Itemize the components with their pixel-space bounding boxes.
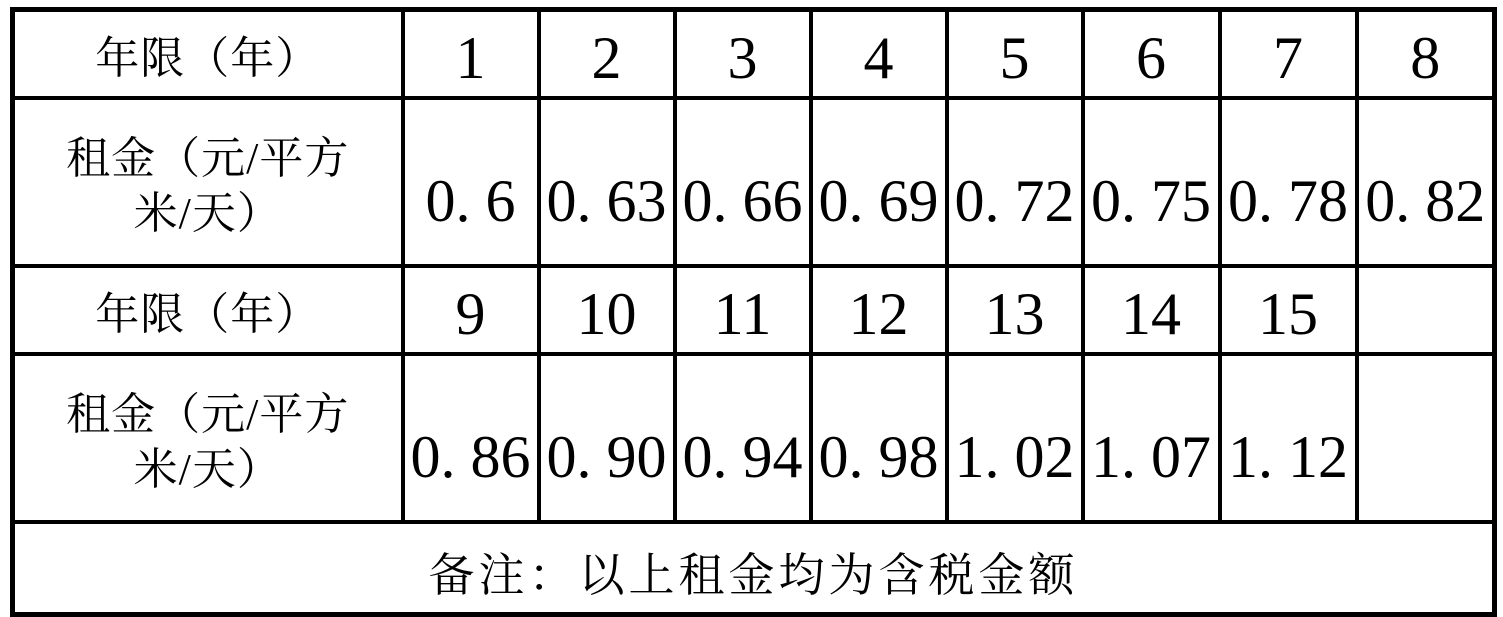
- year-cell: 7: [1220, 10, 1357, 99]
- year-row-1: [13, 10, 1495, 99]
- row-header-rent-line: 米/天）: [133, 445, 282, 494]
- rent-cell: 0. 90: [539, 354, 675, 522]
- rent-cell: 0. 82: [1357, 98, 1495, 266]
- rent-row-2: [13, 354, 1495, 522]
- rent-cell: 1. 02: [947, 354, 1083, 522]
- year-cell: 11: [675, 266, 811, 354]
- year-cell: 8: [1357, 10, 1495, 99]
- empty-cell: [1357, 266, 1495, 354]
- row-header-rent-line: 租金（元/平方: [66, 390, 350, 439]
- year-cell: 10: [539, 266, 675, 354]
- row-header-years-2: 年限（年）: [13, 266, 403, 354]
- row-header-years-1: 年限（年）: [13, 10, 403, 99]
- year-cell: 6: [1083, 10, 1220, 99]
- row-header-rent-line: 租金（元/平方: [66, 134, 350, 183]
- year-cell: 9: [403, 266, 539, 354]
- rent-cell: 0. 78: [1220, 98, 1357, 266]
- year-cell: 3: [675, 10, 811, 99]
- rent-cell: 0. 72: [947, 98, 1083, 266]
- note-text: 备注：以上租金均为含税金额: [428, 550, 1079, 601]
- row-header-rent-2: [13, 354, 403, 522]
- year-cell: 13: [947, 266, 1083, 354]
- rent-cell: 1. 07: [1083, 354, 1220, 522]
- rent-cell: 0. 86: [403, 354, 539, 522]
- rent-cell: 0. 75: [1083, 98, 1220, 266]
- year-cell: 2: [539, 10, 675, 99]
- rent-cell: 0. 98: [811, 354, 947, 522]
- row-header-rent-line: 米/天）: [133, 189, 282, 238]
- year-cell: 1: [403, 10, 539, 99]
- rent-cell: 0. 6: [403, 98, 539, 266]
- rent-cell: 0. 69: [811, 98, 947, 266]
- year-cell: 4: [811, 10, 947, 99]
- empty-cell: [1357, 354, 1495, 522]
- rent-row-1: [13, 98, 1495, 266]
- year-cell: 12: [811, 266, 947, 354]
- rent-cell: 0. 66: [675, 98, 811, 266]
- note-cell: [13, 522, 1495, 615]
- year-cell: 15: [1220, 266, 1357, 354]
- note-row: [13, 522, 1495, 615]
- year-cell: 5: [947, 10, 1083, 99]
- rent-cell: 1. 12: [1220, 354, 1357, 522]
- row-header-rent-1: [13, 98, 403, 266]
- rent-cell: 0. 63: [539, 98, 675, 266]
- rent-table: [10, 7, 1497, 617]
- rent-cell: 0. 94: [675, 354, 811, 522]
- year-cell: 14: [1083, 266, 1220, 354]
- year-row-2: [13, 266, 1495, 354]
